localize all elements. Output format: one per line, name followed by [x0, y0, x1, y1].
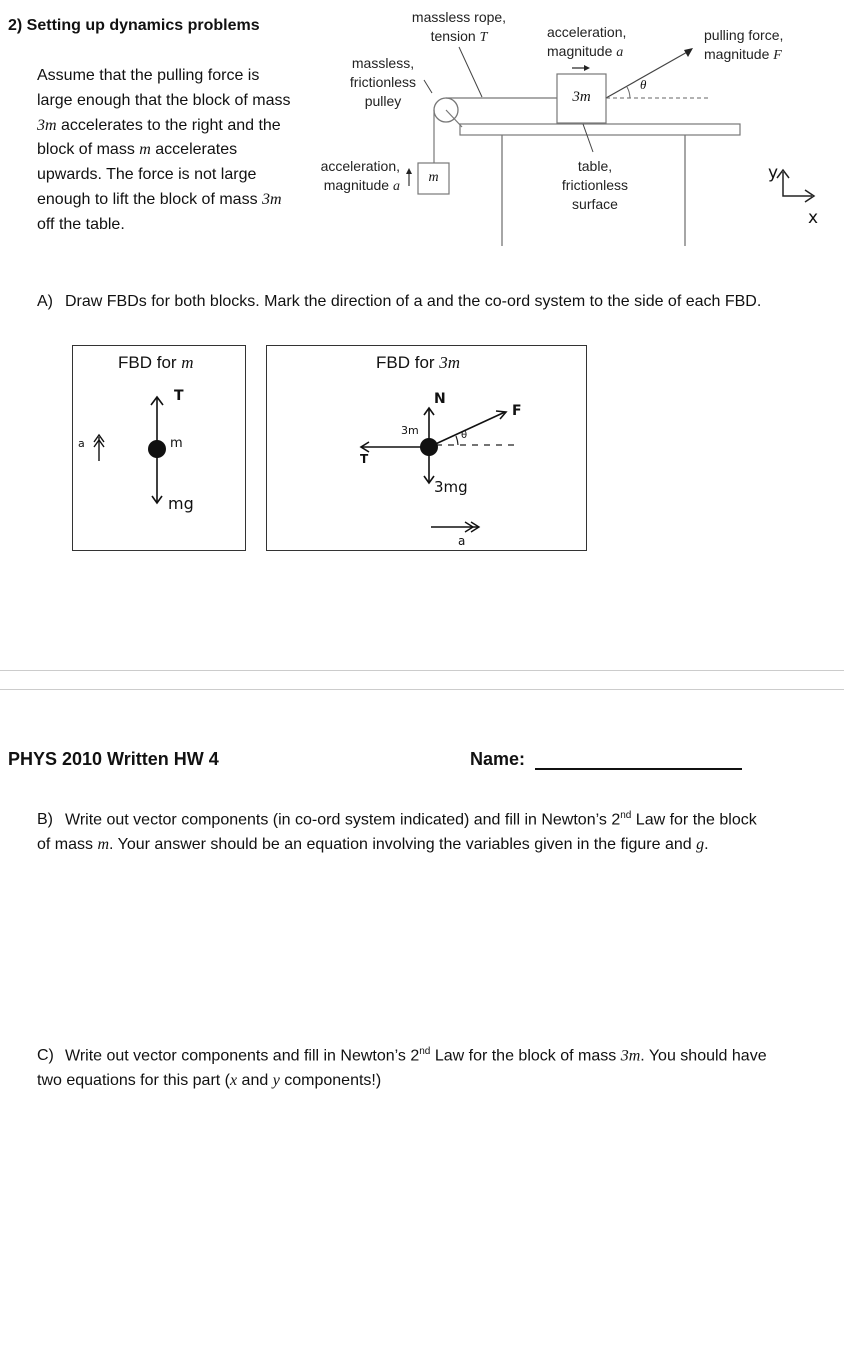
axis-y-label: y [768, 163, 779, 183]
part-c-text-4: and [237, 1071, 273, 1089]
part-b-var-g: g [696, 835, 705, 853]
fbd-3m-title-var: 3m [439, 353, 461, 372]
intro-text-2: accelerates to the right and the block of mass [37, 116, 281, 159]
part-c-var-3m: 3m [620, 1047, 641, 1065]
table-top [460, 124, 740, 135]
axis-x-label: x [808, 208, 819, 228]
table-label [545, 157, 645, 214]
part-c-var-y: y [272, 1071, 280, 1089]
part-b-text-1: Write out vector components (in co-ord system indicated) and fill in Newton’s 2 [65, 811, 621, 829]
name-label: Name: [470, 749, 526, 769]
fbd-m-title: FBD for m [118, 353, 194, 372]
part-c-text-5: components!) [279, 1071, 382, 1089]
fbd-3m-tension-label: T [360, 452, 369, 466]
intro-var-3m-b: 3m [262, 190, 282, 208]
fbd-3m-mass-label: 3m [401, 424, 419, 437]
accel-left-label [300, 157, 400, 196]
block-3m-label: 3m [572, 89, 591, 105]
accel-left-label-line2: magnitude a [323, 177, 400, 194]
rope-label-var: T [479, 30, 488, 45]
angle-label: θ [640, 77, 647, 92]
intro-text-1: Assume that the pulling force is large enough that the block of mass [37, 67, 291, 109]
part-c-text-3: . You should have two equations for this part ( [37, 1047, 767, 1089]
accel-top-label-line2: magnitude a [547, 43, 624, 60]
part-b-label: B) [37, 811, 53, 829]
fbd-m-accel-label: a [78, 437, 85, 450]
fbd-3m-accel-label: a [458, 534, 466, 548]
fbd-3m-drawing [266, 345, 587, 551]
fbd-3m-angle-arc [456, 436, 458, 445]
part-b-question [37, 804, 757, 857]
fbd-m-weight-label: mg [168, 494, 194, 513]
course-title: PHYS 2010 Written HW 4 [8, 749, 219, 769]
intro-text-3: accelerates upwards. The force is not large enough to lift the block of mass [37, 141, 263, 208]
accel-top-label-line1: acceleration, [547, 24, 627, 40]
fbd-m-tension-label: T [174, 388, 184, 404]
fbd-3m-normal-label: N [434, 391, 446, 407]
fbd-3m-title: FBD for 3m [376, 353, 461, 372]
fbd-m-title-var: m [181, 353, 194, 372]
intro-var-3m: 3m [37, 116, 57, 134]
fbd-3m-weight-label: 3mg [434, 478, 468, 496]
part-b-text-3: . Your answer should be an equation involving the variables given in the figure and [109, 835, 697, 853]
fbd-m-drawing [72, 345, 246, 551]
part-c-var-x: x [229, 1071, 238, 1089]
accel-top-label [547, 23, 657, 62]
part-c-question [37, 1040, 777, 1093]
table-label-line2: frictionless [561, 177, 629, 193]
table-label-line1: table, [577, 158, 613, 174]
fbd-3m-force-label: F [512, 403, 522, 419]
part-a-label: A) [37, 293, 53, 310]
page-separator-top [0, 670, 844, 671]
intro-text-4: off the table. [37, 215, 125, 233]
fbd-m-body [148, 440, 166, 458]
part-b-text-4: . [704, 835, 709, 853]
part-a-question [37, 289, 777, 314]
intro-var-m: m [139, 141, 151, 159]
accel-left-arrowhead [406, 168, 412, 174]
accel-left-label-var: a [393, 179, 400, 194]
part-a-text: Draw FBDs for both blocks. Mark the direction of a and the co-ord system to the side of each FBD. [65, 293, 762, 310]
rope-label [398, 8, 520, 47]
force-label [704, 26, 804, 65]
pulley-label [333, 54, 433, 111]
angle-arc [627, 87, 630, 98]
part-b-sup: nd [620, 810, 632, 821]
table-label-line3: surface [572, 196, 618, 212]
accel-left-label-line1: acceleration, [320, 158, 400, 174]
page-separator-bottom [0, 689, 844, 690]
rope-label-line2: tension T [430, 28, 488, 45]
fbd-m-mass-label: m [170, 436, 183, 451]
accel-top-label-var: a [616, 45, 624, 60]
force-label-line1: pulling force, [704, 27, 784, 43]
pulley-label-line1: massless, [351, 55, 415, 71]
pulley-label-line3: pulley [364, 93, 402, 109]
pulley-label-line2: frictionless [349, 74, 417, 90]
part-c-sup: nd [419, 1046, 431, 1057]
accel-top-arrowhead [584, 65, 590, 71]
part-c-text-2: Law for the block of mass [430, 1047, 621, 1065]
leader-table [583, 124, 593, 152]
part-b-text-2: Law for the block of mass [37, 811, 757, 853]
fbd-3m-body [420, 438, 438, 456]
name-blank-line [535, 768, 742, 770]
part-c-text-1: Write out vector components and fill in Newton’s 2 [65, 1047, 420, 1065]
problem-title: 2) Setting up dynamics problems [8, 17, 260, 34]
rope-label-line1: massless rope, [411, 9, 507, 25]
block-m-label: m [428, 170, 439, 185]
part-c-label: C) [37, 1047, 54, 1065]
leader-rope [459, 47, 482, 97]
force-label-var: F [773, 48, 782, 63]
fbd-3m-angle-label: θ [461, 430, 468, 441]
force-label-line2: magnitude F [704, 46, 782, 63]
part-b-var-m: m [97, 835, 110, 853]
